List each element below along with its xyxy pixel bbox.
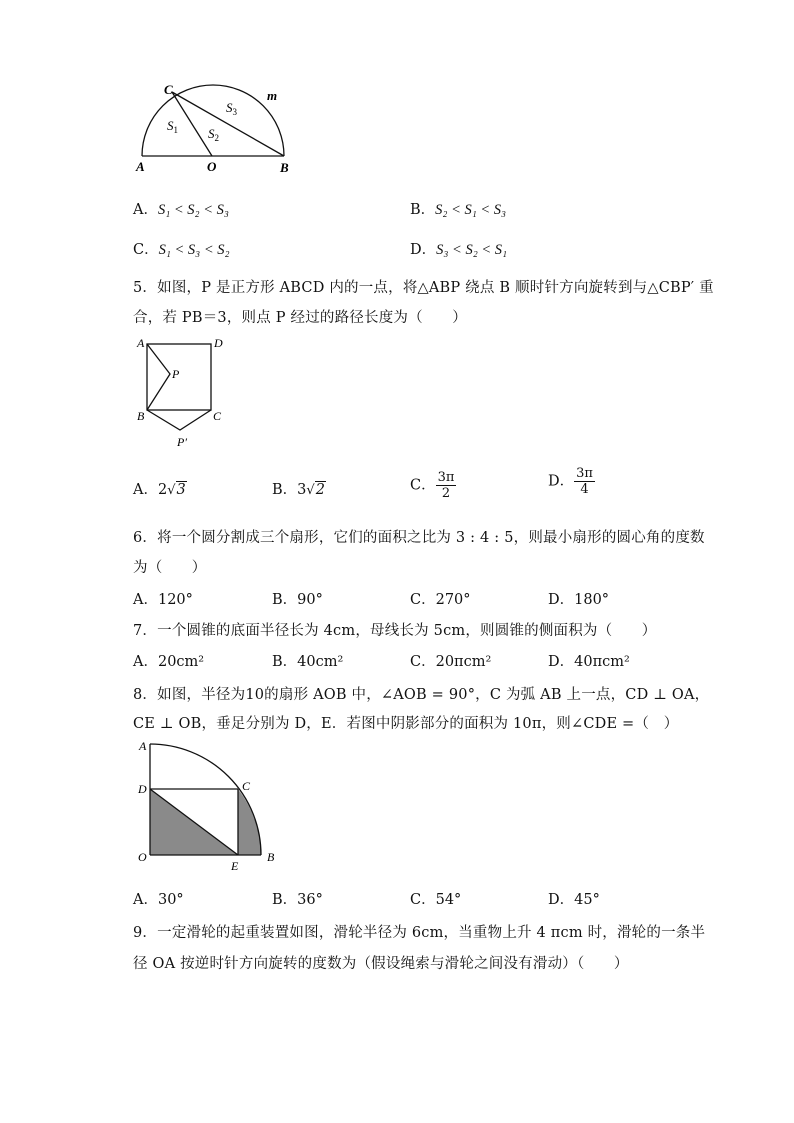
triangle-cbp2 [147,410,211,430]
segment-co [172,92,212,156]
q8-text-line1: 8．如图，半径为10的扇形 AOB 中，∠AOB = 90°，C 为弧 AB 上一点，CD ⊥ OA， [133,687,710,703]
label-a: A [139,739,147,753]
q4-option-b[interactable]: B．S₂ < S₁ < S₃ [410,202,507,218]
q7-option-d[interactable]: D．40πcm² [548,654,630,670]
q4-option-c[interactable]: C．S₁ < S₃ < S₂ [133,242,230,258]
label-m: m [267,88,278,103]
q8-option-a[interactable]: A．30° [133,892,184,908]
label-e: E [231,859,239,873]
label-a: A [136,159,145,174]
label-o: O [138,850,147,864]
q7-option-b[interactable]: B．40cm² [272,654,344,670]
label-c: C [242,779,251,793]
q8-option-b[interactable]: B．36° [272,892,323,908]
label-o: O [207,159,217,174]
label-d: D [214,336,223,350]
q8-text-line2: CE ⊥ OB，垂足分别为 D，E．若图中阴影部分的面积为 10π，则∠CDE =（ ） [133,716,679,732]
q7-option-a[interactable]: A．20cm² [133,654,205,670]
triangle-abp [147,344,170,410]
label-b: B [280,160,289,175]
q9-text-line1: 9．一定滑轮的起重装置如图，滑轮半径为 6cm，当重物上升 4 πcm 时，滑轮的一条半 [133,925,706,941]
label-s3: $S_3$ [226,100,237,117]
q6-option-a[interactable]: A．120° [133,592,193,608]
q4-option-d[interactable]: D．S₃ < S₂ < S₁ [410,242,508,258]
q5-text-line1: 5．如图，P 是正方形 ABCD 内的一点，将△ABP 绕点 B 顺时针方向旋转到与△CBP′ 重 [133,280,714,296]
sector-figure [130,736,290,876]
label-p-prime: P′ [177,435,187,449]
label-c: C [213,409,222,423]
shaded-region-ceb [238,789,261,855]
q5-option-c[interactable]: C． $\frac{3\pi}{2}$ [410,470,455,501]
q9-text-line2: 径 OA 按逆时针方向旋转的度数为（假设绳索与滑轮之间没有滑动）（ ） [133,956,629,972]
q6-option-b[interactable]: B．90° [272,592,323,608]
q5-option-b[interactable]: B．3√2 [272,482,325,498]
q6-option-d[interactable]: D．180° [548,592,610,608]
label-c: C [164,82,173,97]
q8-option-d[interactable]: D．45° [548,892,600,908]
label-b: B [267,850,275,864]
q5-option-d[interactable]: D． $\frac{3\pi}{4}$ [548,466,593,497]
label-p: P [172,367,180,381]
q4-option-a[interactable]: A．S₁ < S₂ < S₃ [133,202,229,218]
label-s1: $S_1$ [167,118,178,135]
label-a: A [137,336,145,350]
q5-text-line2: 合，若 PB＝3，则点 P 经过的路径长度为（ ） [133,310,467,326]
q7-option-c[interactable]: C．20πcm² [410,654,492,670]
q6-text-line1: 6．将一个圆分割成三个扇形，它们的面积之比为 3 : 4 : 5，则最小扇形的圆心角的度数 [133,530,705,546]
label-b: B [137,409,145,423]
q6-option-c[interactable]: C．270° [410,592,471,608]
q5-option-a[interactable]: A．2√3 [133,482,186,498]
q6-text-line2: 为（ ） [133,560,207,576]
label-d: D [138,782,147,796]
semicircle-figure [130,80,300,180]
q7-text-line1: 7．一个圆锥的底面半径长为 4cm，母线长为 5cm，则圆锥的侧面积为（ ） [133,623,657,639]
square-figure [130,334,230,454]
label-s2: $S_2$ [208,126,219,143]
q8-option-c[interactable]: C．54° [410,892,462,908]
